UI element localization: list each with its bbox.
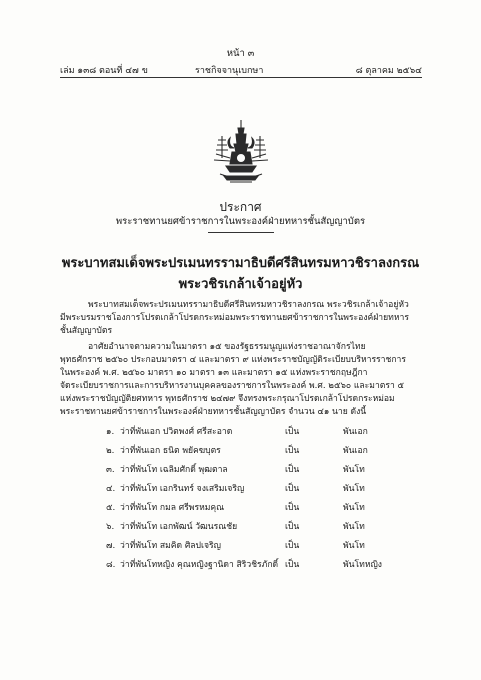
list-item: [0, 424, 481, 438]
list-item-name: ว่าที่พันโท เอกพัฒน์ วัฒนรณชัย: [120, 522, 238, 532]
gazette-name: ราชกิจจานุเบกษา: [195, 66, 264, 76]
list-item-rank: พันโทหญิง: [343, 560, 383, 570]
list-item-rank: พันเอก: [343, 446, 368, 456]
paragraph-1-line-2: มีพระบรมราชโองการโปรดเกล้าโปรดกระหม่อมพระราชทานยศข้าราชการในพระองค์ฝ่ายทหาร: [60, 313, 409, 323]
paragraph-2-line-1: อาศัยอำนาจตามความในมาตรา ๑๕ ของรัฐธรรมนูญแห่งราชอาณาจักรไทย: [88, 342, 366, 352]
list-item-rank: พันโท: [343, 541, 365, 551]
list-item: [0, 462, 481, 476]
list-item-rank: พันโท: [343, 484, 365, 494]
list-item-as: เป็น: [285, 465, 300, 475]
list-item: [0, 557, 481, 571]
king-title-line-1: พระบาทสมเด็จพระปรเมนทรรามาธิบดีศรีสินทรมหาวชิราลงกรณ: [61, 256, 420, 271]
list-item-rank: พันเอก: [343, 427, 368, 437]
list-item-name: ว่าที่พันเอก ธนิต พยัคฆบุตร: [120, 446, 221, 456]
list-item: [0, 538, 481, 552]
paragraph-1-line-1: พระบาทสมเด็จพระปรเมนทรรามาธิบดีศรีสินทรมหาวชิราลงกรณ พระวชิรเกล้าเจ้าอยู่หัว: [88, 300, 409, 310]
paragraph-2-line-6: พระราชทานยศข้าราชการในพระองค์ฝ่ายทหารชั้นสัญญาบัตร จำนวน ๔๑ นาย ดังนี้: [60, 407, 367, 417]
list-item-as: เป็น: [285, 522, 300, 532]
list-item-rank: พันโท: [343, 503, 365, 513]
paragraph-2-line-4: จัดระเบียบราชการและการบริหารงานบุคคลของราชการในพระองค์ พ.ศ. ๒๕๖๐ และมาตรา ๕: [60, 381, 405, 391]
list-item-name: ว่าที่พันโท สมคิด ศิลปเจริญ: [120, 541, 221, 551]
list-item: [0, 481, 481, 495]
list-item-number: ๕.: [106, 503, 116, 513]
volume-issue: เล่ม ๑๓๘ ตอนที่ ๔๗ ข: [60, 66, 148, 76]
page-number: หน้า ๓: [226, 48, 255, 59]
list-item-name: ว่าที่พันโท เฉลิมศักดิ์ พุฒตาล: [120, 465, 228, 475]
list-item-name: ว่าที่พันโท กมล ศรีพรหมคุณ: [120, 503, 225, 513]
paragraph-2-line-5: แห่งพระราชบัญญัติยศทหาร พุทธศักราช ๒๔๗๙ จึงทรงพระกรุณาโปรดเกล้าโปรดกระหม่อม: [60, 394, 395, 404]
header-divider: [60, 77, 422, 78]
list-item-name: ว่าที่พันโท เอกรินทร์ จงเสริมเจริญ: [120, 484, 245, 494]
list-item-number: ๖.: [106, 522, 115, 532]
list-item-number: ๒.: [106, 446, 115, 456]
list-item-number: ๘.: [106, 560, 116, 570]
list-item-number: ๓.: [106, 465, 115, 475]
paragraph-1-line-3: ชั้นสัญญาบัตร: [60, 326, 113, 336]
list-item-rank: พันโท: [343, 465, 365, 475]
list-item: [0, 519, 481, 533]
list-item-as: เป็น: [285, 427, 300, 437]
royal-garuda-crown-emblem-icon: [208, 118, 274, 190]
list-item-as: เป็น: [285, 484, 300, 494]
list-item-number: ๑.: [106, 427, 115, 437]
list-item-number: ๗.: [106, 541, 116, 551]
list-item-as: เป็น: [285, 503, 300, 513]
announcement-title: ประกาศ: [219, 200, 262, 214]
list-item: [0, 500, 481, 514]
paragraph-2-line-3: ในพระองค์ พ.ศ. ๒๕๖๐ มาตรา ๑๐ มาตรา ๑๓ และมาตรา ๑๕ แห่งพระราชกฤษฎีกา: [60, 368, 368, 378]
publication-date: ๘ ตุลาคม ๒๕๖๔: [355, 66, 422, 76]
list-item-number: ๔.: [106, 484, 116, 494]
list-item-as: เป็น: [285, 560, 300, 570]
paragraph-2-line-2: พุทธศักราช ๒๕๖๐ ประกอบมาตรา ๔ และมาตรา ๙ แห่งพระราชบัญญัติระเบียบบริหารราชการ: [60, 355, 406, 365]
king-title-line-2: พระวชิรเกล้าเจ้าอยู่หัว: [178, 277, 303, 292]
list-item-rank: พันโท: [343, 522, 365, 532]
list-item-name: ว่าที่พันเอก ปวิตพงศ์ ศรีสะอาด: [120, 427, 233, 437]
list-item-as: เป็น: [285, 446, 300, 456]
list-item-as: เป็น: [285, 541, 300, 551]
title-divider: [208, 232, 274, 233]
announcement-subtitle: พระราชทานยศข้าราชการในพระองค์ฝ่ายทหารชั้นสัญญาบัตร: [115, 216, 366, 227]
list-item: [0, 443, 481, 457]
list-item-name: ว่าที่พันโทหญิง คุณหญิงฐานิดา สิริวชิรภักดิ์: [120, 560, 279, 570]
